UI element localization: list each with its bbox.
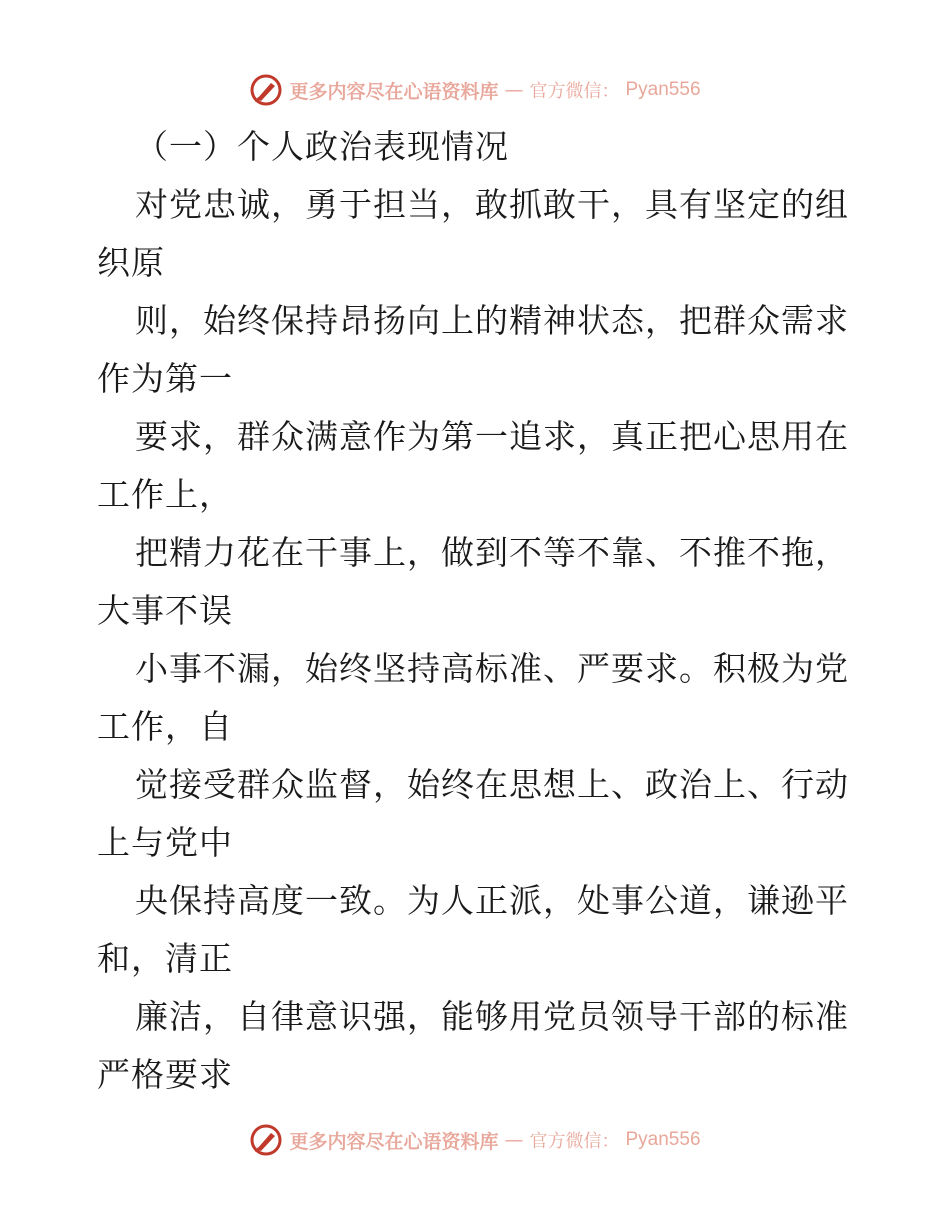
paragraph-lines bbox=[97, 176, 857, 1104]
text-line: 对党忠诚，勇于担当，敢抓敢干，具有坚定的组 bbox=[135, 185, 849, 224]
text-line: 小事不漏，始终坚持高标准、严要求。积极为党 bbox=[135, 649, 849, 688]
watermark-sub-text: 官方微信： bbox=[529, 1131, 620, 1152]
text-line: 严格要求 bbox=[97, 1055, 233, 1094]
watermark-dash: — bbox=[504, 79, 524, 101]
watermark-wechat-id: Pyan556 bbox=[625, 79, 701, 100]
text-line: 则，始终保持昂扬向上的精神状态，把群众需求 bbox=[135, 301, 849, 340]
text-line: 上与党中 bbox=[97, 823, 233, 862]
pen-logo-icon bbox=[249, 73, 283, 107]
text-line: 把精力花在干事上，做到不等不靠、不推不拖， bbox=[135, 533, 849, 572]
text-line: 工作上， bbox=[97, 475, 233, 514]
text-line: 央保持高度一致。为人正派，处事公道，谦逊平 bbox=[135, 881, 849, 920]
section-heading: （一）个人政治表现情况 bbox=[135, 127, 509, 166]
text-line: 觉接受群众监督，始终在思想上、政治上、行动 bbox=[135, 765, 849, 804]
text-line: 大事不误 bbox=[97, 591, 233, 630]
watermark-wechat-id: Pyan556 bbox=[625, 1129, 701, 1150]
text-line: 工作，自 bbox=[97, 707, 233, 746]
document-body bbox=[97, 118, 857, 1104]
text-line: 织原 bbox=[97, 243, 165, 282]
footer-watermark bbox=[0, 1120, 950, 1160]
watermark-main-text: 更多内容尽在心语资料库 bbox=[289, 80, 499, 103]
watermark-dash: — bbox=[504, 1129, 524, 1151]
pen-logo-icon bbox=[249, 1123, 283, 1157]
watermark-sub-text: 官方微信： bbox=[529, 81, 620, 102]
text-line: 廉洁，自律意识强，能够用党员领导干部的标准 bbox=[135, 997, 849, 1036]
text-line: 作为第一 bbox=[97, 359, 233, 398]
header-watermark bbox=[0, 70, 950, 110]
text-line: 要求，群众满意作为第一追求，真正把心思用在 bbox=[135, 417, 849, 456]
watermark-main-text: 更多内容尽在心语资料库 bbox=[289, 1130, 499, 1153]
text-line: 和，清正 bbox=[97, 939, 233, 978]
